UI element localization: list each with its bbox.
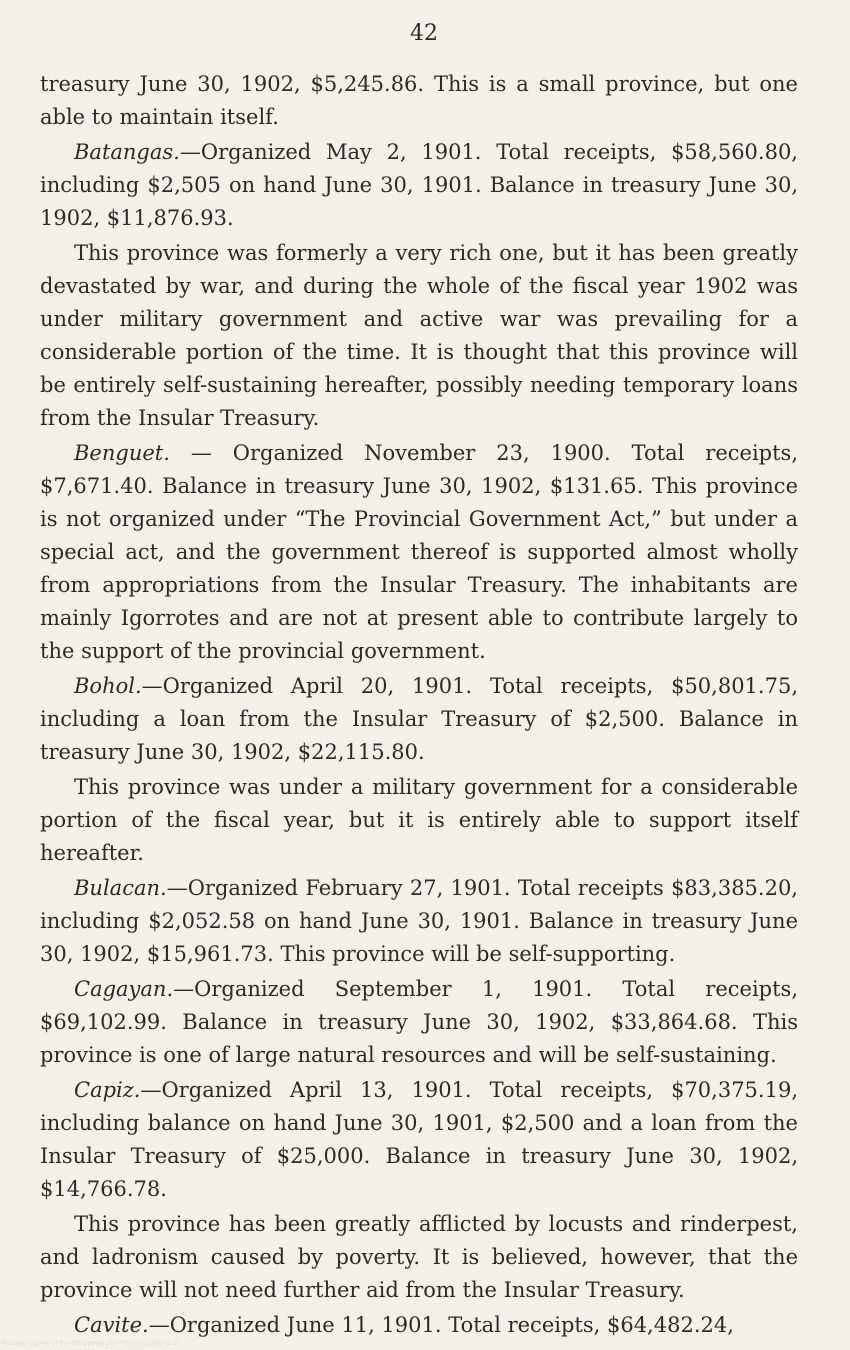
paragraph-text: —Organized June 11, 1901. Total receipts, $64,482.24, — [148, 1313, 734, 1337]
paragraph — [40, 437, 798, 668]
paragraph — [40, 1074, 798, 1206]
page-number: 42 — [410, 21, 438, 46]
paragraph — [40, 136, 798, 235]
paragraph-text: —Organized February 27, 1901. Total receipts $83,385.20, including $2,052.58 on hand June 30, 1901. Balance in treasury June 30, 1902, $15,961.73. This province will be self-supporting. — [40, 876, 798, 966]
paragraph-text: —Organized September 1, 1901. Total receipts, $69,102.99. Balance in treasury June 30, 1902, $33,864.68. This province is one of large natural resources and will be self-sustaining. — [40, 977, 798, 1067]
paragraph — [40, 670, 798, 769]
body-text — [40, 68, 798, 1342]
paragraph — [40, 771, 798, 870]
paragraph — [40, 68, 798, 134]
province-name: Cagayan. — [74, 977, 174, 1001]
paragraph — [40, 1208, 798, 1307]
province-name: Bohol. — [74, 674, 142, 698]
province-name: Batangas. — [74, 140, 180, 164]
province-name: Capiz. — [74, 1078, 141, 1102]
paragraph — [40, 1309, 798, 1342]
paragraph-text: treasury June 30, 1902, $5,245.86. This is a small province, but one able to maintain itself. — [40, 72, 798, 129]
paragraph — [40, 973, 798, 1072]
paragraph-text: This province was under a military government for a considerable portion of the fiscal year, but it is entirely able to support itself hereafter. — [40, 775, 798, 865]
province-name: Cavite. — [74, 1313, 149, 1337]
paragraph-text: —Organized April 13, 1901. Total receipts, $70,375.19, including balance on hand June 30, 1901, $2,500 and a loan from the Insular Treasury of $25,000. Balance in treasury June 30, 1902, $14,766.78. — [40, 1078, 798, 1201]
scan-footer: National Library of the Philippines DOH P000051180042.tif — [2, 1340, 179, 1347]
paragraph — [40, 872, 798, 971]
province-name: Bulacan. — [74, 876, 167, 900]
province-name: Benguet. — [74, 441, 170, 465]
paragraph — [40, 237, 798, 435]
paragraph-text: —Organized April 20, 1901. Total receipts, $50,801.75, including a loan from the Insular Treasury of $2,500. Balance in treasury June 30, 1902, $22,115.80. — [40, 674, 798, 764]
paragraph-text: —Organized May 2, 1901. Total receipts, $58,560.80, including $2,505 on hand June 30, 1901. Balance in treasury June 30, 1902, $11,876.93. — [40, 140, 798, 230]
paragraph-text: — Organized November 23, 1900. Total receipts, $7,671.40. Balance in treasury June 30, 1902, $131.65. This province is not organized under “The Provincial Government Act,” but under a special act, and the government thereof is supported almost wholly from appropriations from the Insular Treasury. The inhabitants are mainly Igorrotes and are not at present able to contribute largely to the support of the provincial government. — [40, 441, 798, 663]
paragraph-text: This province was formerly a very rich one, but it has been greatly devastated by war, and during the whole of the fiscal year 1902 was under military government and active war was prevailing for a considerable portion of the time. It is thought that this province will be entirely self-sustaining hereafter, possibly needing temporary loans from the Insular Treasury. — [40, 241, 798, 430]
paragraph-text: This province has been greatly afflicted by locusts and rinderpest, and ladronism caused by poverty. It is believed, however, that the province will not need further aid from the Insular Treasury. — [40, 1212, 798, 1302]
